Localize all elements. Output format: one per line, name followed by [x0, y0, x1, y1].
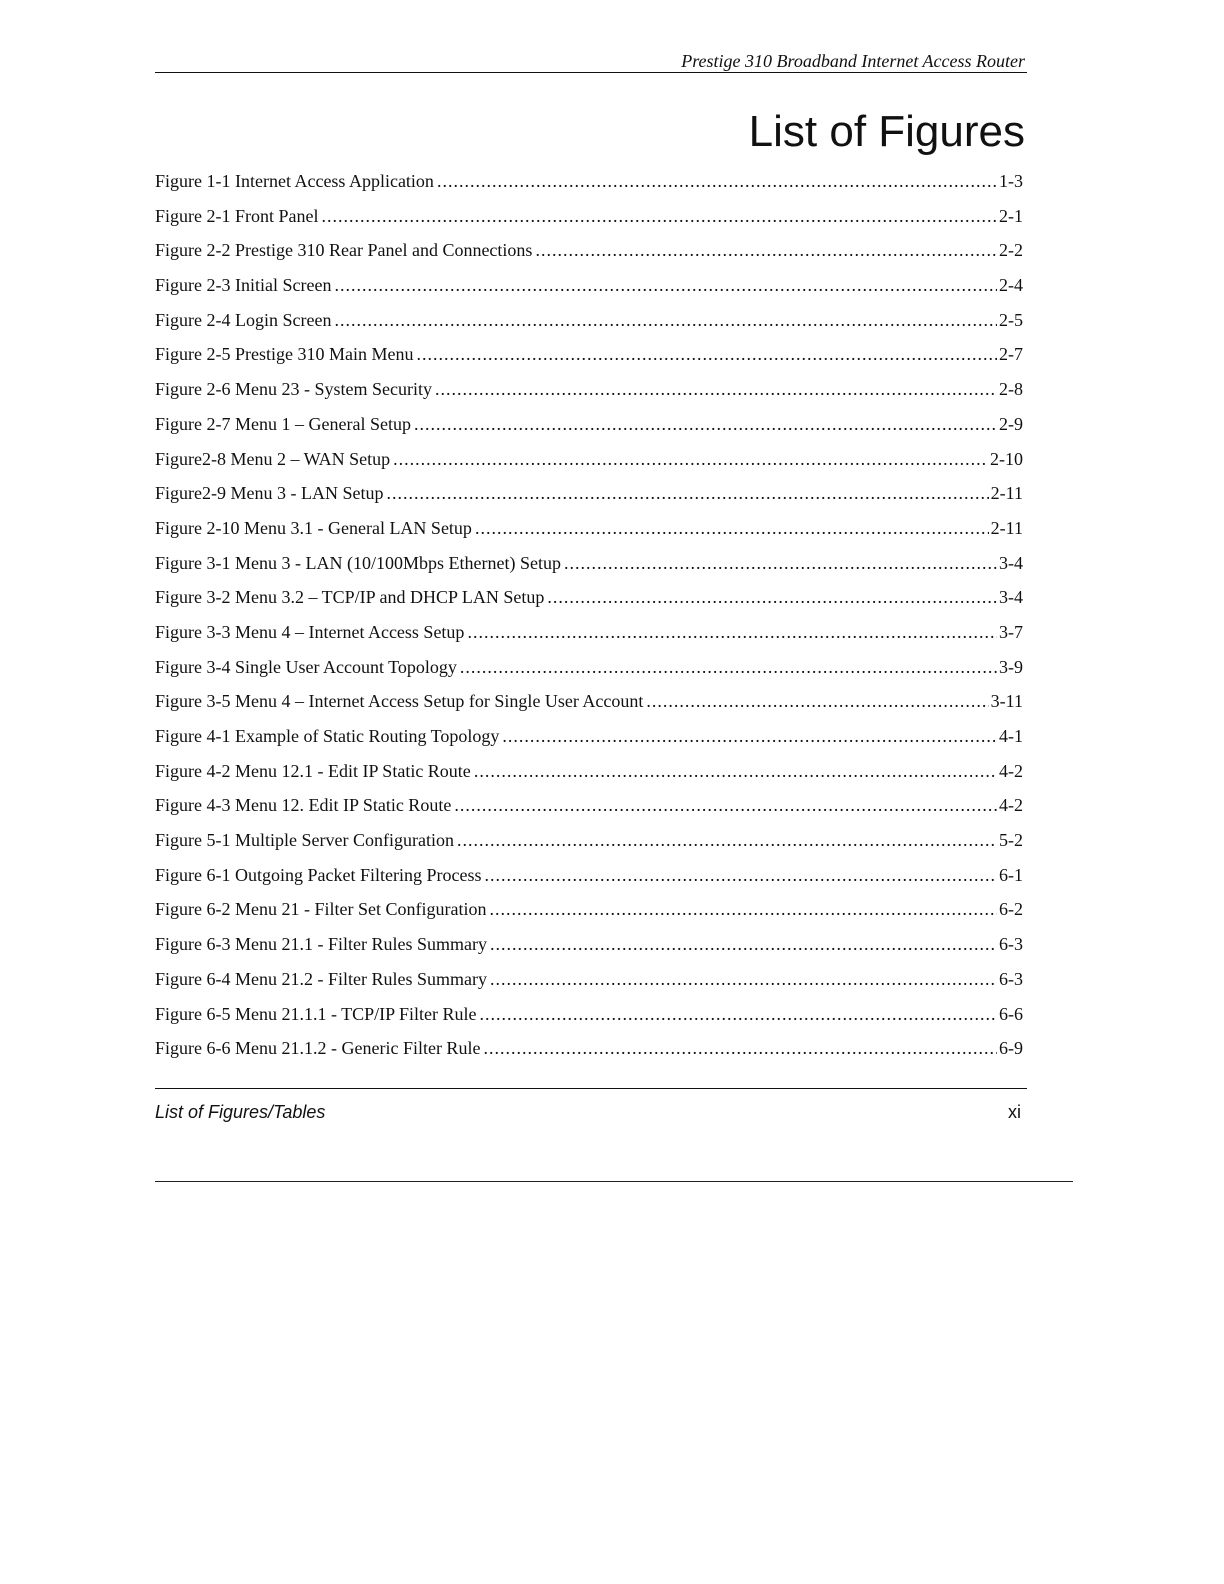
toc-entry-label: Figure 6-4 Menu 21.2 - Filter Rules Summary — [155, 968, 487, 989]
dot-leader — [490, 929, 997, 959]
toc-entry-page: 2-10 — [990, 448, 1023, 469]
dot-leader — [490, 964, 997, 994]
toc-entry[interactable] — [155, 929, 1023, 964]
dot-leader — [334, 305, 997, 335]
header-rule — [155, 72, 1027, 73]
toc-entry-page: 6-9 — [999, 1038, 1023, 1059]
running-header: Prestige 310 Broadband Internet Access Router — [681, 51, 1025, 71]
dot-leader — [435, 374, 997, 404]
dot-leader — [547, 582, 997, 612]
toc-entry-page: 2-11 — [990, 483, 1023, 504]
toc-entry-label: Figure 3-5 Menu 4 – Internet Access Setup for Single User Account — [155, 691, 644, 712]
dot-leader — [480, 999, 998, 1029]
dot-leader — [502, 721, 997, 751]
toc-entry[interactable] — [155, 964, 1023, 999]
dot-leader — [416, 339, 997, 369]
toc-entry[interactable] — [155, 825, 1023, 860]
dot-leader — [484, 860, 997, 890]
toc-entry[interactable] — [155, 166, 1023, 201]
toc-entry[interactable] — [155, 652, 1023, 687]
toc-entry-label: Figure 4-2 Menu 12.1 - Edit IP Static Route — [155, 760, 471, 781]
toc-entry-label: Figure 4-3 Menu 12. Edit IP Static Route — [155, 795, 452, 816]
toc-entry-page: 2-11 — [990, 517, 1023, 538]
toc-entry-page: 6-3 — [999, 934, 1023, 955]
dot-leader — [454, 790, 997, 820]
toc-entry-page: 2-2 — [999, 240, 1023, 261]
dot-leader — [467, 617, 997, 647]
toc-entry[interactable] — [155, 513, 1023, 548]
toc-entry-page: 2-1 — [999, 205, 1023, 226]
toc-entry-page: 3-4 — [999, 552, 1023, 573]
toc-entry-label: Figure 6-5 Menu 21.1.1 - TCP/IP Filter Rule — [155, 1003, 477, 1024]
dot-leader — [564, 548, 997, 578]
toc-entry-label: Figure 6-3 Menu 21.1 - Filter Rules Summary — [155, 934, 487, 955]
toc-entry[interactable] — [155, 339, 1023, 374]
toc-entry[interactable] — [155, 721, 1023, 756]
toc-entry[interactable] — [155, 582, 1023, 617]
footer-rule — [155, 1088, 1027, 1089]
toc-entry-page: 2-8 — [999, 379, 1023, 400]
toc-entry[interactable] — [155, 617, 1023, 652]
toc-entry-label: Figure 3-1 Menu 3 - LAN (10/100Mbps Ethernet) Setup — [155, 552, 561, 573]
toc-entry-page: 6-2 — [999, 899, 1023, 920]
toc-entry-label: Figure 2-5 Prestige 310 Main Menu — [155, 344, 414, 365]
dot-leader — [457, 825, 997, 855]
toc-entry[interactable] — [155, 686, 1023, 721]
toc-entry-page: 3-4 — [999, 587, 1023, 608]
toc-entry-page: 2-9 — [999, 413, 1023, 434]
dot-leader — [489, 894, 997, 924]
toc-entry-label: Figure 6-6 Menu 21.1.2 - Generic Filter Rule — [155, 1038, 481, 1059]
toc-entry-page: 2-7 — [999, 344, 1023, 365]
toc-entry-label: Figure 6-2 Menu 21 - Filter Set Configuration — [155, 899, 487, 920]
toc-entry[interactable] — [155, 235, 1023, 270]
toc-entry[interactable] — [155, 305, 1023, 340]
toc-entry-label: Figure 2-2 Prestige 310 Rear Panel and Connections — [155, 240, 533, 261]
dot-leader — [334, 270, 997, 300]
toc-entry-label: Figure 6-1 Outgoing Packet Filtering Process — [155, 864, 482, 885]
toc-entry-label: Figure 2-1 Front Panel — [155, 205, 319, 226]
page-title: List of Figures — [748, 107, 1025, 156]
toc-entry-label: Figure 2-7 Menu 1 – General Setup — [155, 413, 411, 434]
dot-leader — [483, 1033, 997, 1063]
toc-entry[interactable] — [155, 790, 1023, 825]
dot-leader — [437, 166, 997, 196]
toc-entry[interactable] — [155, 894, 1023, 929]
toc-entry-label: Figure 2-10 Menu 3.1 - General LAN Setup — [155, 517, 472, 538]
toc-entry-label: Figure 3-2 Menu 3.2 – TCP/IP and DHCP LAN Setup — [155, 587, 545, 608]
toc-entry-page: 3-11 — [990, 691, 1023, 712]
toc-entry-label: Figure 4-1 Example of Static Routing Topology — [155, 726, 500, 746]
dot-leader — [322, 201, 998, 231]
toc-entry-label: Figure 3-3 Menu 4 – Internet Access Setup — [155, 621, 465, 642]
toc-entry[interactable] — [155, 860, 1023, 895]
bottom-rule — [155, 1181, 1073, 1182]
toc-entry-label: Figure2-8 Menu 2 – WAN Setup — [155, 448, 391, 469]
toc-entry[interactable] — [155, 999, 1023, 1034]
toc-entry[interactable] — [155, 201, 1023, 236]
toc-entry[interactable] — [155, 756, 1023, 791]
toc-entry-page: 5-2 — [999, 830, 1023, 851]
dot-leader — [646, 686, 988, 716]
toc-entry-page: 6-1 — [999, 864, 1023, 885]
toc-entry[interactable] — [155, 548, 1023, 583]
toc-entry-page: 6-6 — [999, 1003, 1023, 1024]
toc-entry-page: 4-1 — [999, 726, 1023, 746]
dot-leader — [460, 652, 997, 682]
toc-entry[interactable] — [155, 409, 1023, 444]
toc-entry-page: 4-2 — [999, 795, 1023, 816]
toc-entry[interactable] — [155, 444, 1023, 479]
toc-entry-label: Figure2-9 Menu 3 - LAN Setup — [155, 483, 384, 504]
toc-entry-page: 4-2 — [999, 760, 1023, 781]
toc-entry-page: 2-4 — [999, 275, 1023, 296]
toc-entry-page: 2-5 — [999, 309, 1023, 330]
footer-section-title: List of Figures/Tables — [155, 1102, 326, 1122]
toc-entry-label: Figure 2-6 Menu 23 - System Security — [155, 379, 432, 400]
toc-entry-label: Figure 1-1 Internet Access Application — [155, 171, 434, 191]
toc-entry-label: Figure 5-1 Multiple Server Configuration — [155, 830, 454, 851]
toc-entry[interactable] — [155, 1033, 1023, 1068]
toc-entry-page: 6-3 — [999, 968, 1023, 989]
dot-leader — [474, 756, 997, 786]
toc-entry[interactable] — [155, 478, 1023, 513]
dot-leader — [535, 235, 997, 265]
page-number: xi — [1008, 1102, 1021, 1122]
toc-entry[interactable] — [155, 374, 1023, 409]
toc-entry-page: 3-9 — [999, 656, 1023, 677]
toc-entry-page: 3-7 — [999, 621, 1023, 642]
figure-list — [155, 166, 1023, 1068]
dot-leader — [475, 513, 989, 543]
dot-leader — [414, 409, 997, 439]
dot-leader — [386, 478, 988, 508]
toc-entry-label: Figure 2-3 Initial Screen — [155, 275, 332, 296]
toc-entry-label: Figure 2-4 Login Screen — [155, 309, 332, 330]
dot-leader — [393, 444, 988, 474]
toc-entry-page: 1-3 — [999, 171, 1023, 191]
toc-entry[interactable] — [155, 270, 1023, 305]
toc-entry-label: Figure 3-4 Single User Account Topology — [155, 656, 457, 677]
